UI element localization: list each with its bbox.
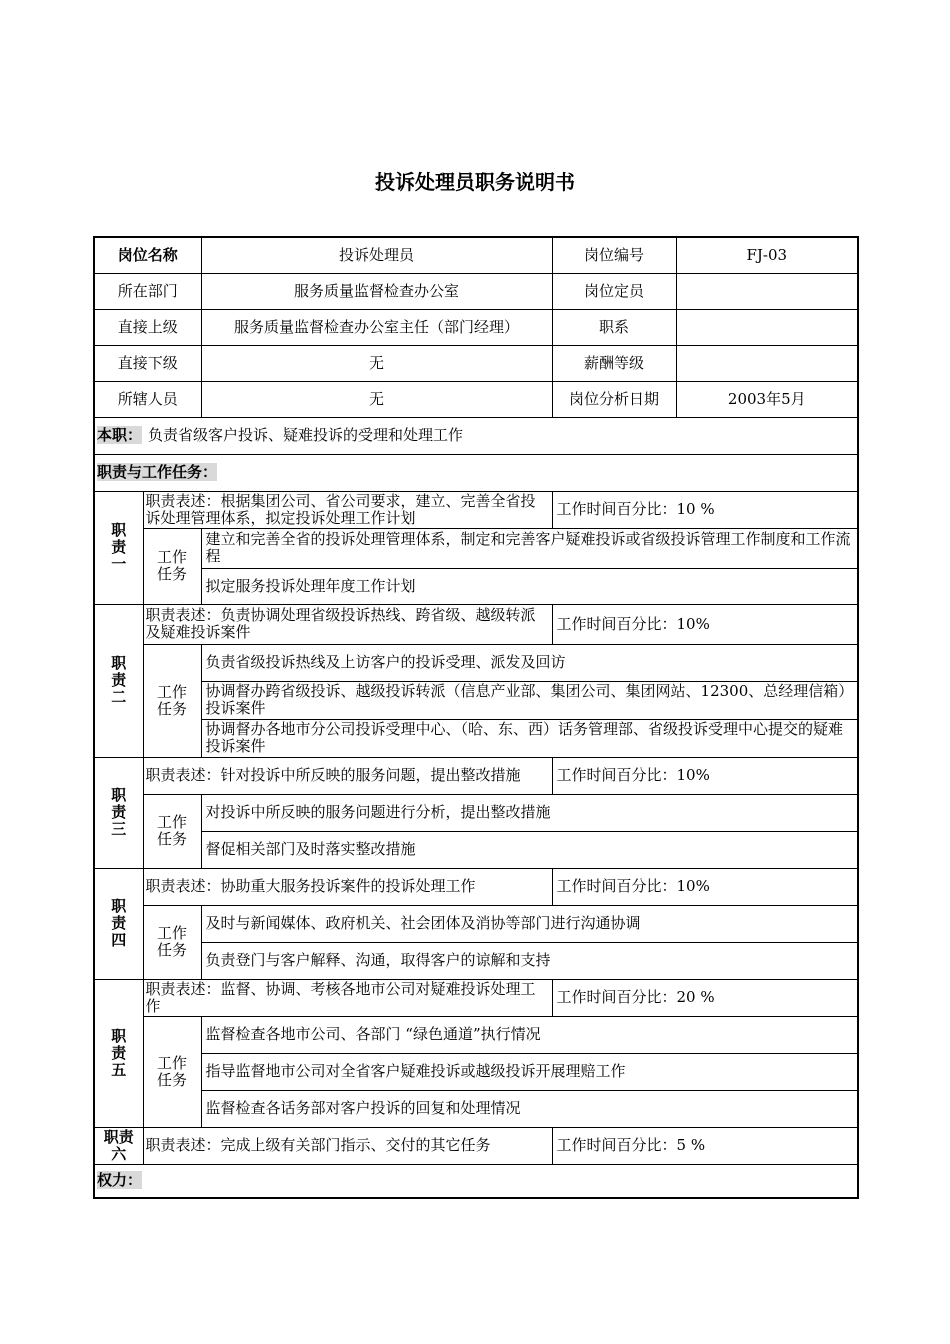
job-description-table <box>93 236 859 1199</box>
duty-6-row <box>94 1127 858 1164</box>
duty-5-task-label: 工作任务 <box>143 1016 201 1127</box>
quota-value <box>676 273 858 309</box>
duty-4-description: 职责表述：协助重大服务投诉案件的投诉处理工作 <box>143 868 552 905</box>
staff-label: 所辖人员 <box>94 381 201 417</box>
duty-3-percentage: 工作时间百分比：10% <box>552 757 858 794</box>
department-label: 所在部门 <box>94 273 201 309</box>
duty-5-task-3: 监督检查各话务部对客户投诉的回复和处理情况 <box>201 1090 858 1127</box>
duty-4-label: 职责四 <box>94 868 143 979</box>
duty-2-task-1: 负责省级投诉热线及上访客户的投诉受理、派发及回访 <box>201 644 858 681</box>
duty-2-task-2: 协调督办跨省级投诉、越级投诉转派（信息产业部、集团公司、集团网站、12300、总经理信箱）投诉案件 <box>201 681 858 719</box>
position-code-value: FJ-03 <box>676 237 858 273</box>
page-title: 投诉处理员职务说明书 <box>375 170 575 194</box>
position-code-label: 岗位编号 <box>552 237 676 273</box>
duty-3-desc-row <box>94 757 858 794</box>
main-duty-text: 负责省级客户投诉、疑难投诉的受理和处理工作 <box>148 426 464 444</box>
duty-3-task-label: 工作任务 <box>143 794 201 868</box>
duty-5-task-1: 监督检查各地市公司、各部门 “绿色通道”执行情况 <box>201 1016 858 1053</box>
duty-5-task-row <box>94 1016 858 1053</box>
duties-header-row <box>94 454 858 491</box>
duty-5-task-2: 指导监督地市公司对全省客户疑难投诉或越级投诉开展理赔工作 <box>201 1053 858 1090</box>
duty-6-percentage: 工作时间百分比：5 % <box>552 1127 858 1164</box>
duty-4-task-label: 工作任务 <box>143 905 201 979</box>
duty-1-task-row <box>94 528 858 568</box>
duty-2-label: 职责二 <box>94 604 143 757</box>
series-label: 职系 <box>552 309 676 345</box>
main-duty-row <box>94 417 858 454</box>
duty-5-label: 职责五 <box>94 979 143 1127</box>
authority-label: 权力： <box>97 1171 143 1190</box>
duty-1-description: 职责表述：根据集团公司、省公司要求，建立、完善全省投诉处理管理体系，拟定投诉处理工作计划 <box>143 491 552 528</box>
duty-3-label: 职责三 <box>94 757 143 868</box>
duty-2-description: 职责表述：负责协调处理省级投诉热线、跨省级、越级转派及疑难投诉案件 <box>143 604 552 644</box>
main-duty-label: 本职： <box>97 426 143 444</box>
subordinate-value: 无 <box>201 345 552 381</box>
info-row-name <box>94 237 858 273</box>
duty-1-task-label: 工作任务 <box>143 528 201 604</box>
duty-3-task-1: 对投诉中所反映的服务问题进行分析，提出整改措施 <box>201 794 858 831</box>
duty-4-task-2: 负责登门与客户解释、沟通，取得客户的谅解和支持 <box>201 942 858 979</box>
series-value <box>676 309 858 345</box>
duty-1-task-1: 建立和完善全省的投诉处理管理体系，制定和完善客户疑难投诉或省级投诉管理工作制度和工作流程 <box>201 528 858 568</box>
duty-6-label: 职责六 <box>94 1127 143 1164</box>
duty-2-percentage: 工作时间百分比：10% <box>552 604 858 644</box>
duty-1-task-2: 拟定服务投诉处理年度工作计划 <box>201 568 858 604</box>
duty-4-task-1: 及时与新闻媒体、政府机关、社会团体及消协等部门进行沟通协调 <box>201 905 858 942</box>
analysis-date-value: 2003年5月 <box>676 381 858 417</box>
subordinate-label: 直接下级 <box>94 345 201 381</box>
position-name-value: 投诉处理员 <box>201 237 552 273</box>
duty-1-task-row <box>94 568 858 604</box>
duty-4-percentage: 工作时间百分比：10% <box>552 868 858 905</box>
info-row-subordinate <box>94 345 858 381</box>
duty-1-percentage: 工作时间百分比：10 % <box>552 491 858 528</box>
duty-3-task-row <box>94 831 858 868</box>
duty-1-desc-row <box>94 491 858 528</box>
duty-4-task-row <box>94 905 858 942</box>
quota-label: 岗位定员 <box>552 273 676 309</box>
authority-row <box>94 1164 858 1198</box>
duty-3-task-2: 督促相关部门及时落实整改措施 <box>201 831 858 868</box>
duty-1-label: 职责一 <box>94 491 143 604</box>
analysis-date-label: 岗位分析日期 <box>552 381 676 417</box>
department-value: 服务质量监督检查办公室 <box>201 273 552 309</box>
duty-2-desc-row <box>94 604 858 644</box>
duty-5-percentage: 工作时间百分比：20 % <box>552 979 858 1016</box>
info-row-superior <box>94 309 858 345</box>
duty-2-task-label: 工作任务 <box>143 644 201 757</box>
superior-label: 直接上级 <box>94 309 201 345</box>
info-row-staff <box>94 381 858 417</box>
salary-value <box>676 345 858 381</box>
duty-6-description: 职责表述：完成上级有关部门指示、交付的其它任务 <box>143 1127 552 1164</box>
superior-value: 服务质量监督检查办公室主任（部门经理） <box>201 309 552 345</box>
duty-5-task-row <box>94 1090 858 1127</box>
duty-5-desc-row <box>94 979 858 1016</box>
duty-3-task-row <box>94 794 858 831</box>
duty-4-task-row <box>94 942 858 979</box>
duties-header: 职责与工作任务： <box>97 463 218 481</box>
position-name-label: 岗位名称 <box>94 237 201 273</box>
staff-value: 无 <box>201 381 552 417</box>
info-row-dept <box>94 273 858 309</box>
duty-4-desc-row <box>94 868 858 905</box>
salary-label: 薪酬等级 <box>552 345 676 381</box>
duty-5-description: 职责表述：监督、协调、考核各地市公司对疑难投诉处理工作 <box>143 979 552 1016</box>
duty-2-task-3: 协调督办各地市分公司投诉受理中心、（哈、东、西）话务管理部、省级投诉受理中心提交的疑难投诉案件 <box>201 719 858 757</box>
duty-2-task-row <box>94 681 858 719</box>
duty-3-description: 职责表述：针对投诉中所反映的服务问题，提出整改措施 <box>143 757 552 794</box>
duty-2-task-row <box>94 719 858 757</box>
duty-2-task-row <box>94 644 858 681</box>
duty-5-task-row <box>94 1053 858 1090</box>
